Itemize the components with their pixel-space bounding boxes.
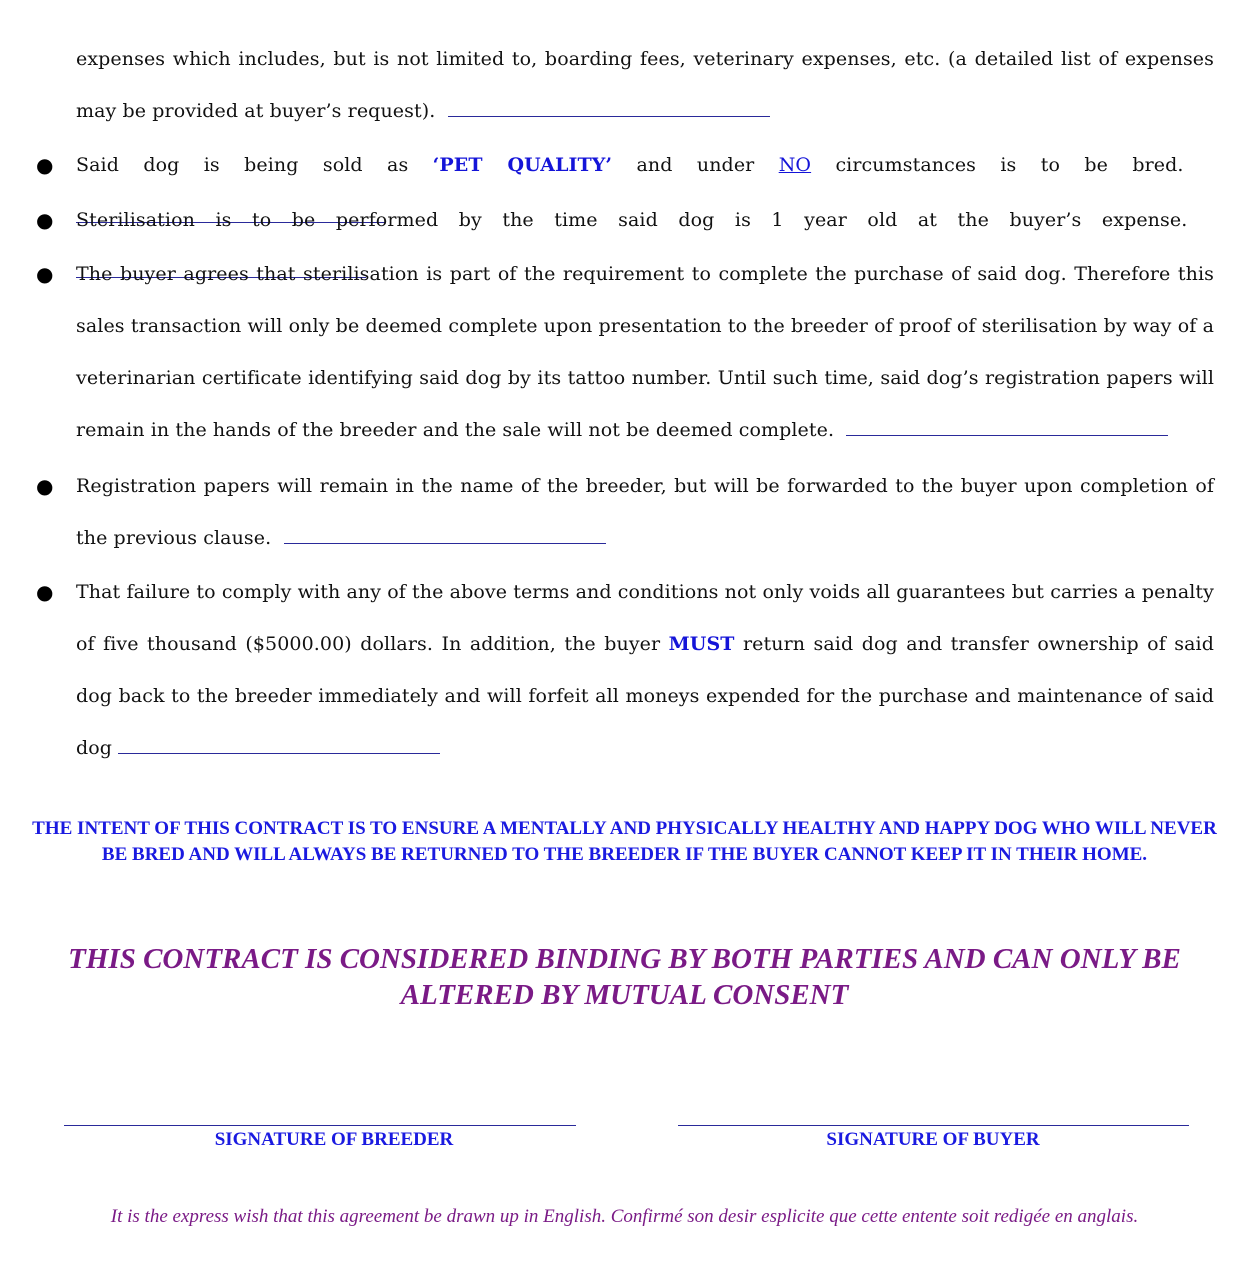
clause-sterilisation-proof [76, 248, 1214, 456]
must-emphasis: MUST [668, 633, 735, 655]
initials-blank-5[interactable] [284, 529, 606, 544]
bullet-icon: ● [36, 153, 54, 177]
no-emphasis: NO [778, 154, 812, 176]
bullet-icon: ● [36, 474, 54, 498]
bullet-icon: ● [36, 580, 54, 604]
clause-text: and under [612, 154, 779, 176]
bullet-icon: ● [36, 208, 54, 232]
clause-text: That failure to comply with any of the above terms and conditions not only voids all guarantees but carries a penalty of five thousand ($5000.00) dollars. In addition, the buyer [76, 581, 1214, 655]
pet-quality-emphasis: ‘PET QUALITY’ [432, 154, 613, 176]
intent-statement: THE INTENT OF THIS CONTRACT IS TO ENSURE A MENTALLY AND PHYSICALLY HEALTHY AND HAPPY DOG WHO WILL NEVER BE BRED AND WILL ALWAYS BE RETURNED TO THE BREEDER IF THE BUYER CANNOT KEEP IT IN THEIR HOME. [32, 818, 1217, 865]
clause-text: Said dog is being sold as [76, 154, 433, 176]
breeder-signature-label: SIGNATURE OF BREEDER [214, 1129, 454, 1150]
binding-statement: THIS CONTRACT IS CONSIDERED BINDING BY BOTH PARTIES AND CAN ONLY BE ALTERED BY MUTUAL CONSENT [68, 943, 1181, 1011]
clause-registration-papers [76, 460, 1214, 564]
clause-penalty [76, 566, 1214, 774]
continuation-text: expenses which includes, but is not limited to, boarding fees, veterinary expenses, etc. (a detailed list of expenses may be provided at buyer’s request). [76, 48, 1214, 122]
clause-text: Sterilisation is to be performed by the time said dog is 1 year old at the buyer’s expense. [76, 209, 1188, 231]
expenses-continuation [76, 33, 1214, 137]
initials-blank-6[interactable] [118, 739, 440, 754]
buyer-signature-line[interactable] [678, 1125, 1189, 1126]
bullet-icon: ● [36, 262, 54, 286]
clause-text: Registration papers will remain in the name of the breeder, but will be forwarded to the buyer upon completion of the previous clause. [76, 475, 1214, 549]
clause-text: circumstances is to be bred. [811, 154, 1184, 176]
initials-blank-1[interactable] [448, 102, 770, 117]
clause-text: The buyer agrees that sterilisation is part of the requirement to complete the purchase of said dog. Therefore this sales transaction will only be deemed complete upon presentation to the breeder of proof of sterilisation by way of a veterinarian certificate identifying said dog by its tattoo number. Until such time, said dog’s registration papers will remain in the hands of the breeder and the sale will not be deemed complete. [76, 263, 1214, 441]
language-clause: It is the express wish that this agreement be drawn up in English. Confirmé son desir esplicite que cette entente soit redigée en anglais. [110, 1206, 1139, 1227]
clause-text: return said dog and transfer ownership of said dog back to the breeder immediately and will forfeit all moneys expended for the purchase and maintenance of said dog [76, 633, 1215, 759]
breeder-signature-line[interactable] [64, 1125, 576, 1126]
buyer-signature-label: SIGNATURE OF BUYER [826, 1129, 1040, 1150]
initials-blank-4[interactable] [846, 421, 1168, 436]
